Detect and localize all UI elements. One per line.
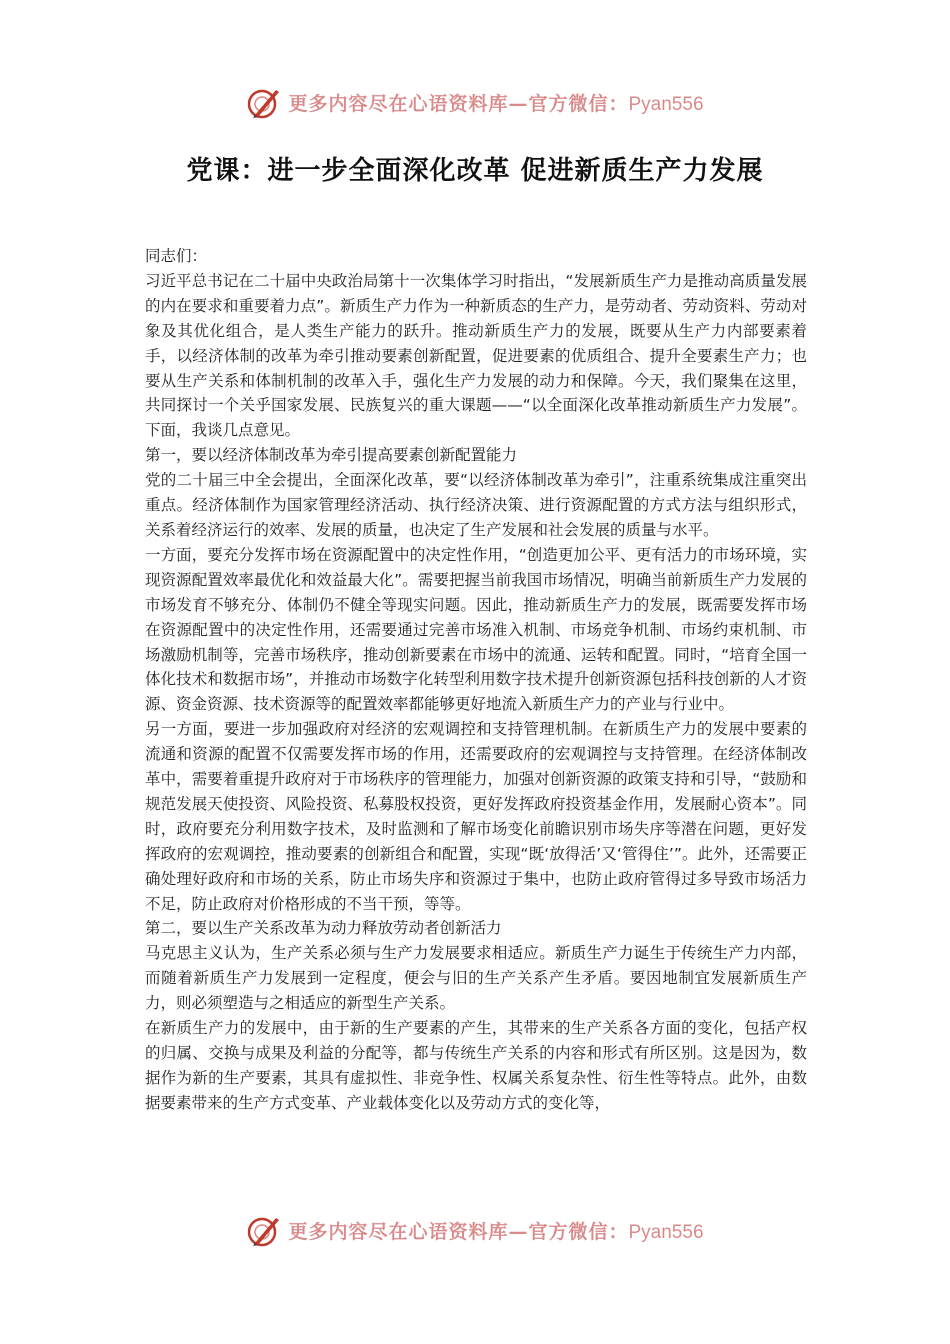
pen-on-circle-logo-icon [246, 84, 282, 120]
paragraph: 一方面，要充分发挥市场在资源配置中的决定性作用，“创造更加公平、更有活力的市场环境，实现资源配置效率最优化和效益最大化”。需要把握当前我国市场情况，明确当前新质生产力发展的市场发育不够充分、体制仍不健全等现实问题。因此，推动新质生产力的发展，既需要发挥市场在资源配置中的决定性作用，还需要通过完善市场准入机制、市场竞争机制、市场约束机制、市场激励机制等，完善市场秩序，推动创新要素在市场中的流通、运转和配置。同时，“培育全国一体化技术和数据市场”，并推动市场数字化转型利用数字技术提升创新资源包括科技创新的人才资源、资金资源、技术资源等的配置效率都能够更好地流入新质生产力的产业与行业中。 [145, 545, 807, 714]
section-heading-2: 第二，要以生产关系改革为动力释放劳动者创新活力 [145, 919, 502, 938]
paragraph: 马克思主义认为，生产关系必须与生产力发展要求相适应。新质生产力诞生于传统生产力内部，而随着新质生产力发展到一定程度，便会与旧的生产关系产生矛盾。要因地制宜发展新质生产力，则必须塑造与之相适应的新型生产关系。 [145, 944, 807, 1013]
watermark-text [288, 1217, 703, 1244]
paragraph: 另一方面，要进一步加强政府对经济的宏观调控和支持管理机制。在新质生产力的发展中要素的流通和资源的配置不仅需要发挥市场的作用，还需要政府的宏观调控与支持管理。在经济体制改革中，需要着重提升政府对于市场秩序的管理能力，加强对创新资源的政策支持和引导，“鼓励和规范发展天使投资、风险投资、私募股权投资，更好发挥政府投资基金作用，发展耐心资本”。同时，政府要充分利用数字技术，及时监测和了解市场变化前瞻识别市场失序等潜在问题，更好发挥政府的宏观调控，推动要素的创新组合和配置，实现“既‘放得活’又‘管得住’”。此外，还需要正确处理好政府和市场的关系，防止市场失序和资源过于集中，也防止政府管得过多导致市场活力不足，防止政府对价格形成的不当干预，等等。 [145, 720, 807, 913]
paragraph-intro: 习近平总书记在二十届中央政治局第十一次集体学习时指出，“发展新质生产力是推动高质量发展的内在要求和重要着力点”。新质生产力作为一种新质态的生产力，是劳动者、劳动资料、劳动对象及其优化组合，是人类生产能力的跃升。推动新质生产力的发展，既要从生产力内部要素着手，以经济体制的改革为牵引推动要素创新配置，促进要素的优质组合、提升全要素生产力；也要从生产关系和体制机制的改革入手，强化生产力发展的动力和保障。今天，我们聚集在这里，共同探讨一个关乎国家发展、民族复兴的重大课题——“以全面深化改革推动新质生产力发展”。下面，我谈几点意见。 [145, 271, 807, 440]
watermark-banner-top [0, 82, 950, 122]
watermark-text [288, 89, 703, 116]
paragraph: 党的二十届三中全会提出，全面深化改革，要“以经济体制改革为牵引”，注重系统集成注重突出重点。经济体制作为国家管理经济活动、执行经济决策、进行资源配置的方式方法与组织形式，关系着经济运行的效率、发展的质量，也决定了生产发展和社会发展的质量与水平。 [145, 471, 807, 539]
watermark-main-text: 更多内容尽在心语资料库—官方微信： [288, 1220, 629, 1243]
watermark-banner-bottom [0, 1210, 950, 1250]
watermark-main-text: 更多内容尽在心语资料库—官方微信： [288, 92, 629, 115]
document-body [145, 244, 807, 1116]
document-title: 党课：进一步全面深化改革 促进新质生产力发展 [186, 156, 764, 186]
pen-on-circle-logo-icon [246, 1212, 282, 1248]
watermark-wechat-id: Pyan556 [628, 1221, 704, 1243]
salutation: 同志们： [145, 247, 208, 265]
section-heading-1: 第一，要以经济体制改革为牵引提高要素创新配置能力 [145, 446, 518, 465]
watermark-wechat-id: Pyan556 [628, 93, 704, 115]
paragraph: 在新质生产力的发展中，由于新的生产要素的产生，其带来的生产关系各方面的变化，包括产权的归属、交换与成果及利益的分配等，都与传统生产关系的内容和形式有所区别。这是因为，数据作为新的生产要素，其具有虚拟性、非竞争性、权属关系复杂性、衍生性等特点。此外，由数据要素带来的生产方式变革、产业载体变化以及劳动方式的变化等， [145, 1019, 807, 1112]
